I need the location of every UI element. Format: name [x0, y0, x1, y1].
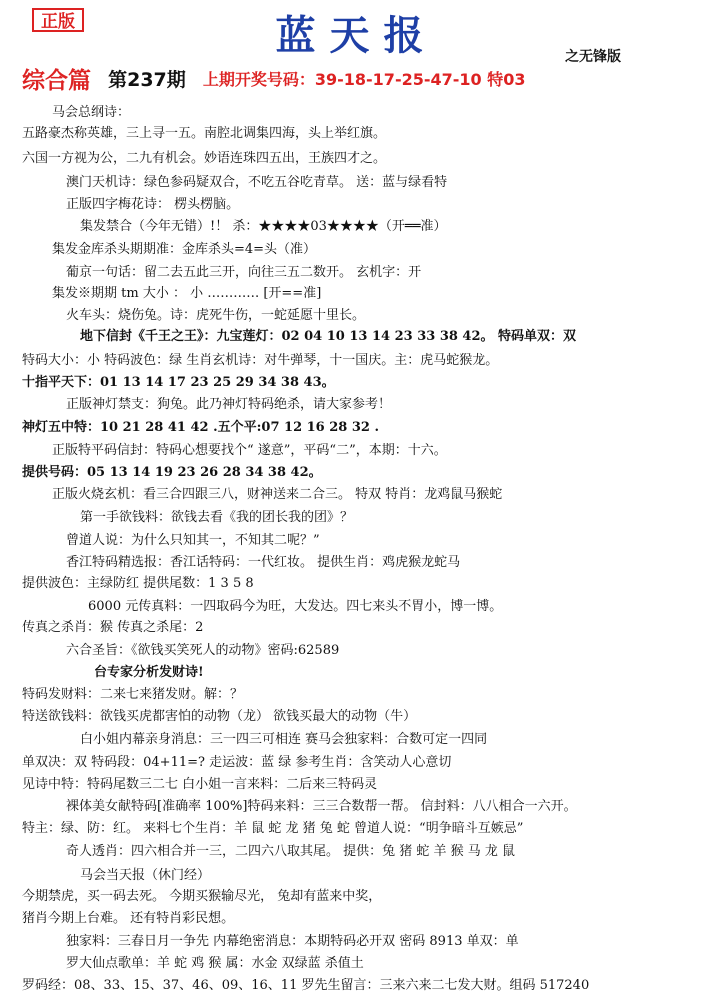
text-line: 第一手欲钱料：欲钱去看《我的团长我的团》？	[80, 510, 354, 525]
text-line: 集发※期期 tm 大小 ： 小 ………… [开==准]	[52, 286, 322, 301]
text-line: 葡京一句话：留二去五此三开，向往三五二数开。 玄机字：开	[66, 265, 422, 280]
text-line: 集发金库杀头期期准：金库杀头=4=头（准）	[52, 242, 317, 257]
text-line: 正版火烧玄机：看三合四跟三八，财神送来二合三。 特双 特肖：龙鸡鼠马猴蛇	[52, 487, 503, 502]
text-line: 五路豪杰称英雄，三上寻一五。南腔北调集四海，头上举红旗。	[22, 126, 387, 141]
text-line: 马会总纲诗：	[52, 105, 131, 120]
text-line: 火车头：烧伤兔。诗：虎死牛伤，一蛇延愿十里长。	[66, 308, 366, 323]
text-line: 特主：绿、防：红。 来料七个生肖：羊 鼠 蛇 龙 猪 兔 蛇 曾道人说：“明争暗斗互嫉忌”	[22, 821, 524, 836]
text-line: 曾道人说：为什么只知其一，不知其二呢？”	[66, 533, 320, 548]
section-label: 综合篇	[22, 68, 91, 94]
issue-header	[22, 62, 702, 98]
text-line: 正版四字梅花诗： 楞头楞脑。	[66, 197, 240, 212]
newspaper-title: 蓝天报	[275, 12, 438, 59]
text-line: 正版特平码信封：特码心想要找个“ 遂意”，平码“二”，本期：十六。	[52, 443, 447, 458]
text-line: 单双决：双 特码段：04+11=? 走运波：蓝 绿 参考生肖：含笑动人心意切	[22, 755, 452, 770]
text-line: 罗大仙点歌单：羊 蛇 鸡 猴 属：水金 双绿蓝 杀值土	[66, 956, 364, 971]
text-line: 正版神灯禁支：狗兔。此乃神灯特码绝杀，请大家参考！	[66, 397, 392, 412]
text-line: 6000 元传真料：一四取码今为旺，大发达。四七来头不胃小，博一博。	[88, 599, 503, 614]
text-line: 见诗中特：特码尾数三二七 白小姐一言来料：二后来三特码灵	[22, 777, 378, 792]
last-draw-numbers: 上期开奖号码：39-18-17-25-47-10 特03	[202, 70, 526, 89]
text-line: 台专家分析发财诗!	[94, 665, 204, 680]
text-line: 罗码经：08、33、15、37、46、09、16、11 罗先生留言：三来六来二七发大财。组码 517240	[22, 978, 590, 993]
text-line: 香江特码精选报：香江话特码：一代红妆。 提供生肖：鸡虎猴龙蛇马	[66, 555, 461, 570]
text-line: 传真之杀肖：猴 传真之杀尾：2	[22, 620, 204, 635]
text-line: 马会当天报（休门经）	[80, 868, 211, 883]
text-line: 澳门天机诗：绿色参码疑双合，不吃五谷吃青草。 送：蓝与绿看特	[66, 175, 448, 190]
text-line: 集发禁合（今年无错）!！ 杀：★★★★03★★★★（开══准）	[80, 219, 447, 234]
text-line: 提供号码：05 13 14 19 23 26 28 34 38 42。	[22, 465, 322, 480]
text-line: 独家料：三春日月一争先 内幕绝密消息：本期特码必开双 密码 8913 单双：单	[66, 934, 519, 949]
text-line: 地下信封《千王之王》：九宝莲灯：02 04 10 13 14 23 33 38 42。 特码单双：双	[80, 329, 577, 344]
text-line: 特码发财料：二来七来猪发财。解：？	[22, 687, 244, 702]
text-line: 白小姐内幕亲身消息：三一四三可相连 赛马会独家料：合数可定一四同	[80, 732, 488, 747]
text-line: 今期禁虎，买一码去死。 今期买猴输尽光， 兔却有蓝来中奖，	[22, 889, 382, 904]
text-line: 六国一方视为公，二九有机会。妙语连珠四五出，王族四才之。	[22, 151, 387, 166]
text-line: 提供波色：主绿防红 提供尾数：1 3 5 8	[22, 576, 254, 591]
text-line: 特码大小：小 特码波色：绿 生肖玄机诗：对牛弹琴，十一国庆。主：虎马蛇猴龙。	[22, 353, 499, 368]
text-line: 特送欲钱料：欲钱买虎都害怕的动物（龙） 欲钱买最大的动物（牛）	[22, 709, 417, 724]
text-line: 神灯五中特：10 21 28 41 42 .五个平:07 12 16 28 32 .	[22, 420, 380, 435]
text-line: 六合圣旨：《欲钱买笑死人的动物》密码:62589	[66, 643, 340, 658]
edition-label: 之无锋版	[565, 49, 621, 65]
text-line: 十指平天下：01 13 14 17 23 25 29 34 38 43。	[22, 375, 335, 390]
text-line: 裸体美女献特码[准确率 100%]特码来料：三三合数帮一帮。 信封料：八八相合一六开。	[66, 799, 577, 814]
edition-badge: 正版	[32, 8, 84, 32]
text-line: 奇人透肖：四六相合并一三，二四六八取其尾。 提供：兔 猪 蛇 羊 猴 马 龙 鼠	[66, 844, 516, 859]
issue-number: 第237期	[108, 69, 186, 91]
text-line: 猪肖今期上台难。 还有特肖彩民想。	[22, 911, 235, 926]
